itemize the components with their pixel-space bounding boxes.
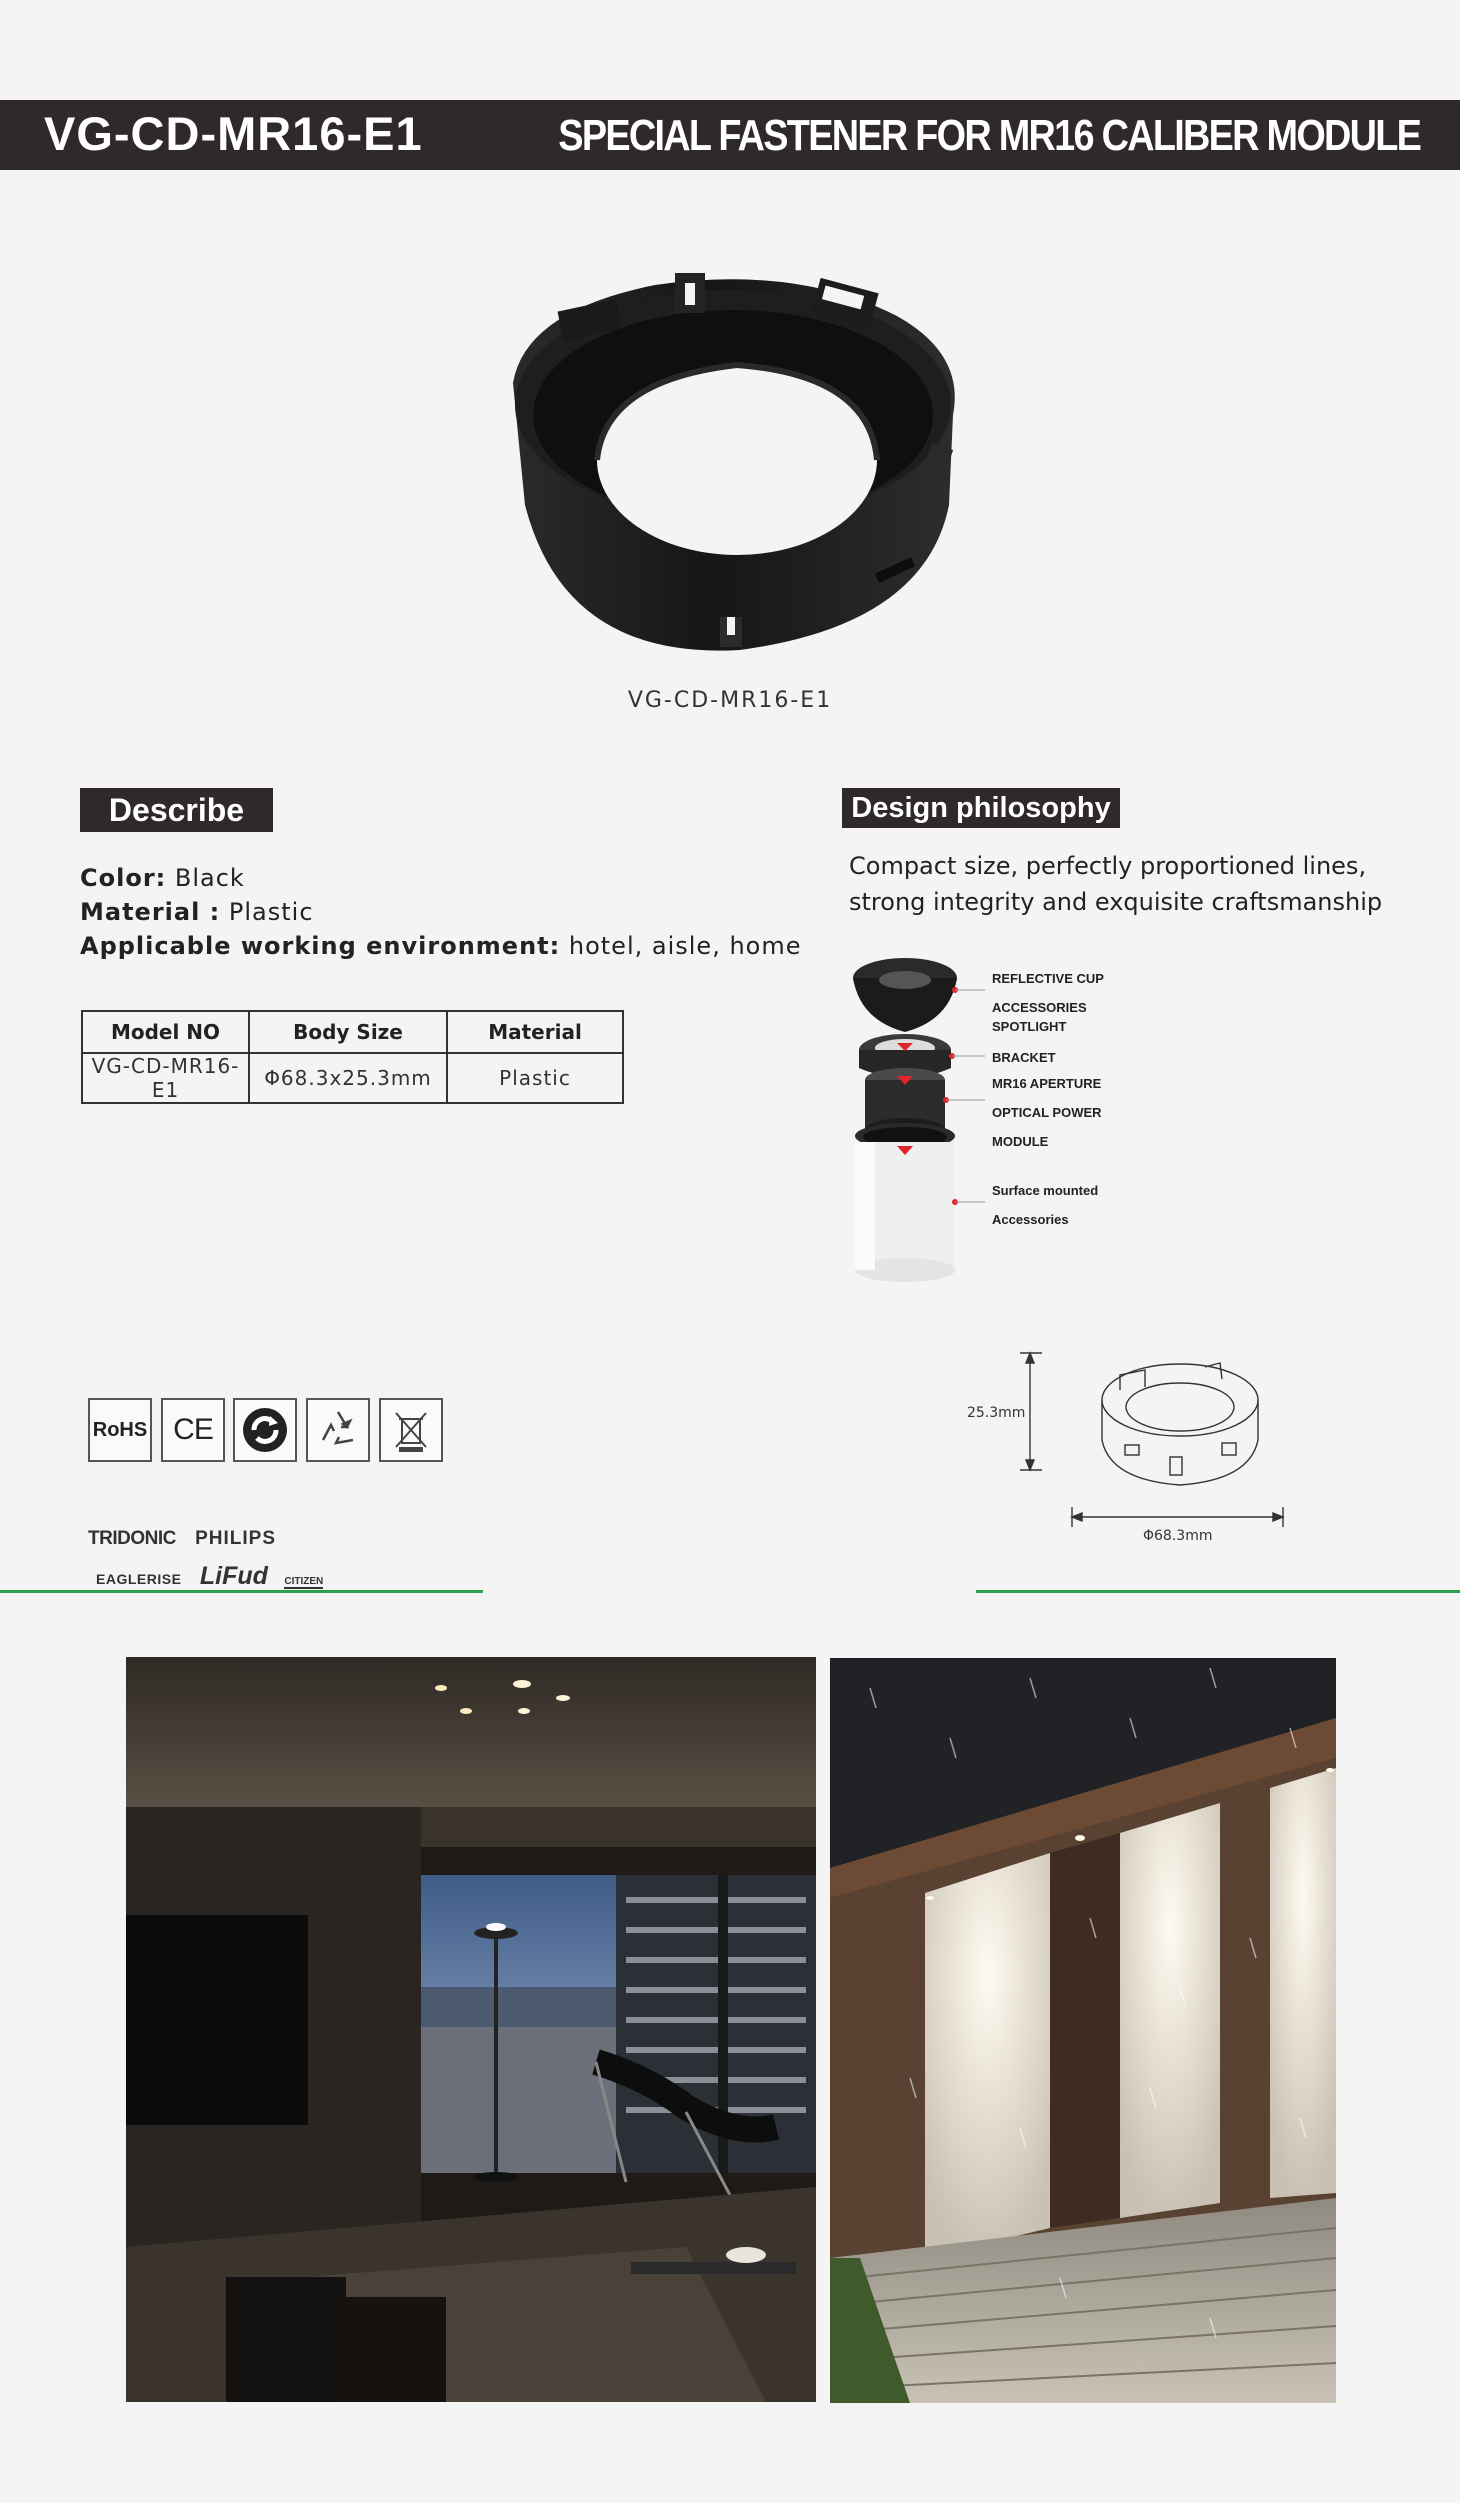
diagram-label: REFLECTIVE CUP [992,971,1104,986]
diagram-label: ACCESSORIES [992,1000,1087,1015]
dimension-height: 25.3mm [967,1405,1026,1421]
recycle-icon [306,1398,370,1462]
table-header-row [82,1011,623,1053]
describe-label: Describe [80,788,273,832]
diagram-label: Surface mounted [992,1183,1099,1198]
reflective-cup-part [853,958,957,1032]
dimension-diameter: Φ68.3mm [1143,1528,1213,1540]
exploded-diagram [840,950,1360,1290]
model-title: VG-CD-MR16-E1 [44,107,423,160]
ce-icon [161,1398,225,1462]
spec-material [80,898,314,926]
spec-material-key: Material : [80,898,221,926]
philips-logo: PHILIPS [195,1528,277,1549]
diagram-label: BRACKET [992,1050,1056,1065]
table-header-cell: Body Size [249,1011,447,1053]
table-header-cell: Material [447,1011,623,1053]
diagram-label: MR16 APERTURE [992,1076,1102,1091]
table-cell: Φ68.3x25.3mm [249,1053,447,1103]
spec-table [81,1010,624,1104]
spec-environment [80,932,801,960]
diagram-label: MODULE [992,1134,1049,1149]
green-dot-icon [233,1398,297,1462]
brand-logos-row-2 [96,1562,323,1591]
diagram-label: SPOTLIGHT [992,1019,1067,1034]
header-subtitle: SPECIAL FASTENER FOR MR16 CALIBER MODULE [558,111,1420,160]
citizen-logo: CITIZEN [284,1576,324,1587]
spec-color-value: Black [166,864,245,892]
dimension-drawing [960,1345,1300,1540]
product-ring-image [505,265,965,665]
surface-housing-part [855,1123,955,1282]
table-cell: Plastic [447,1053,623,1103]
eaglerise-logo: EAGLERISE [96,1571,182,1587]
divider-left [0,1590,483,1593]
design-philosophy-text: Compact size, perfectly proportioned lines, strong integrity and exquisite craftsmanship [849,852,1383,916]
table-cell: VG-CD-MR16-E1 [82,1053,249,1103]
spec-color [80,864,245,892]
rohs-icon [88,1398,152,1462]
spec-color-key: Color: [80,864,167,892]
spec-environment-value: hotel, aisle, home [560,932,802,960]
spec-material-value: Plastic [220,898,314,926]
ce-text: CE [173,1413,213,1446]
weee-bin-icon [379,1398,443,1462]
divider-right [976,1590,1460,1593]
interior-scene-photo [126,1657,816,2402]
design-philosophy-label: Design philosophy [842,788,1120,828]
spec-environment-key: Applicable working environment: [80,932,561,960]
exterior-scene-photo [830,1658,1336,2403]
lifud-logo: LiFud [199,1562,268,1590]
diagram-label: Accessories [992,1212,1069,1227]
rohs-text: RoHS [92,1418,148,1441]
product-caption: VG-CD-MR16-E1 [627,688,833,713]
brand-logos-row-1 [88,1528,276,1550]
table-row [82,1053,623,1103]
tridonic-logo: TRIDONIC [88,1528,176,1549]
diagram-label: OPTICAL POWER [992,1105,1102,1120]
table-header-cell: Model NO [82,1011,249,1053]
